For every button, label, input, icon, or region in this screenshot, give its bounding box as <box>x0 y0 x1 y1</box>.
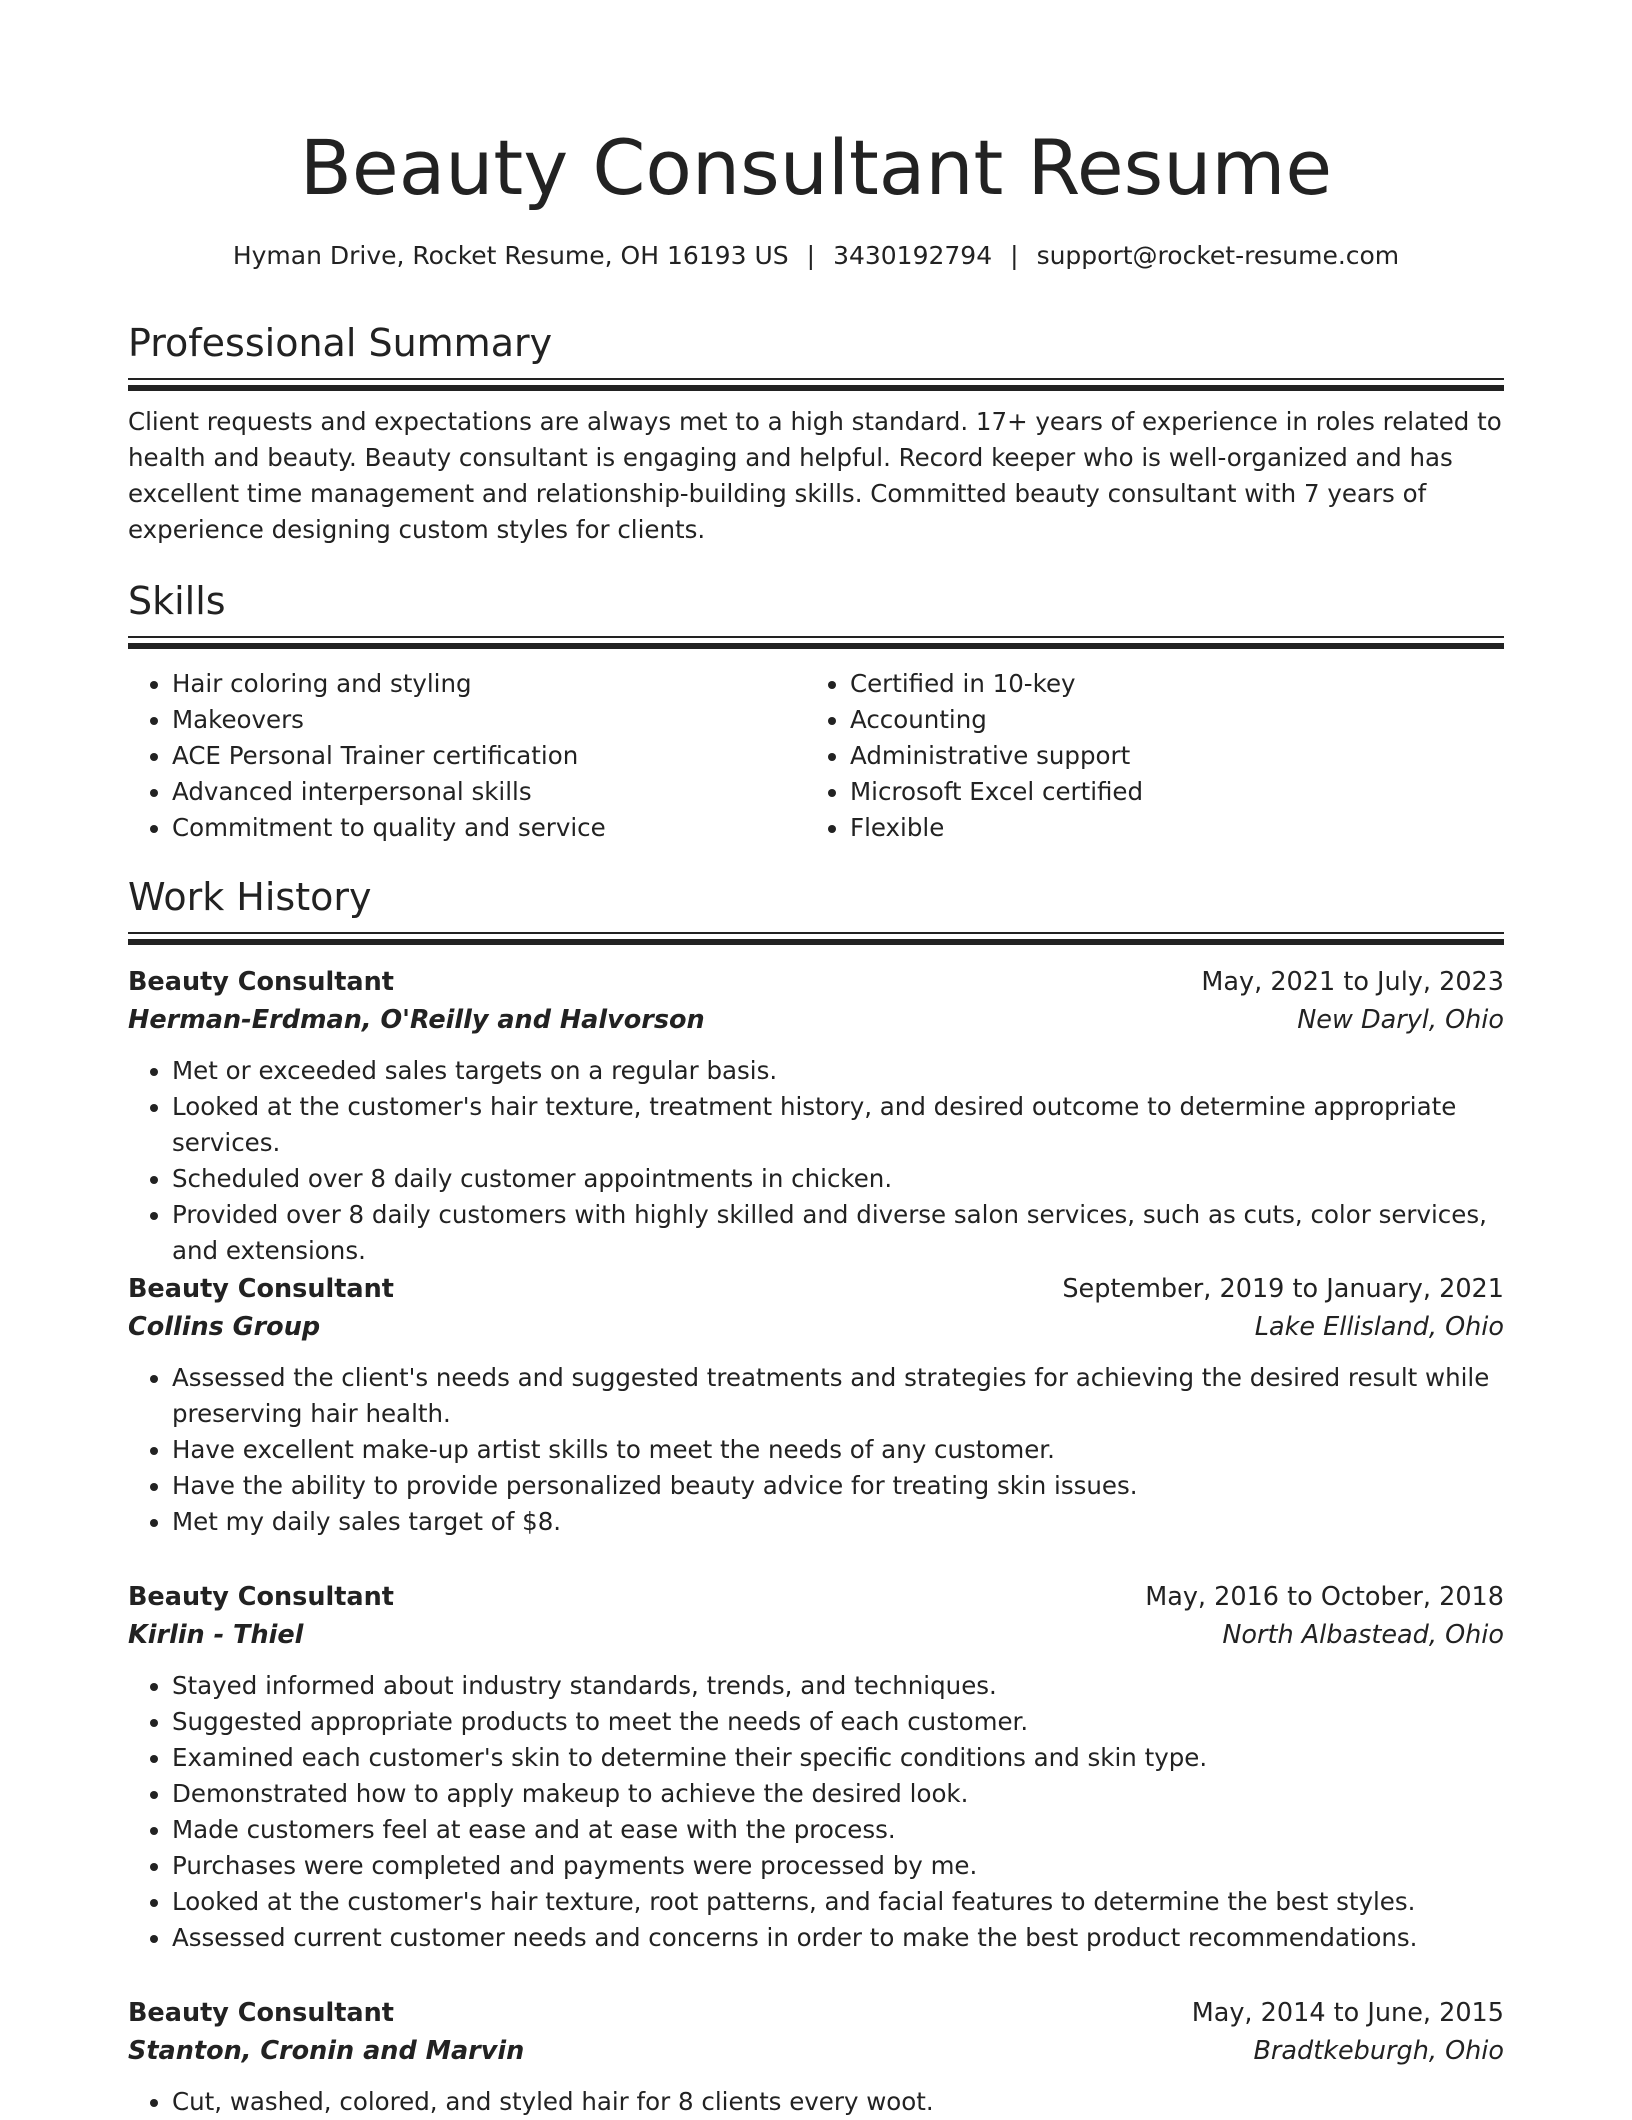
job-bullets <box>128 1053 1504 1269</box>
job-bullet: • Purchases were completed and payments were processed by me. <box>172 1848 1504 1884</box>
job-dates: May, 2014 to June, 2015 <box>1191 1998 1504 2028</box>
job-bullets <box>128 2084 1504 2120</box>
job-dates: May, 2021 to July, 2023 <box>1201 967 1504 997</box>
skills-divider-thick <box>128 643 1504 649</box>
summary-heading: Professional Summary <box>128 321 553 365</box>
job-bullet: • Assessed the client's needs and suggested treatments and strategies for achieving the desired result while preserving hair health. <box>172 1360 1504 1432</box>
work-divider-thin <box>128 932 1504 934</box>
job-header-row <box>128 1578 1504 1616</box>
skill-item: • Advanced interpersonal skills <box>172 774 812 810</box>
job-bullet: • Assessed current customer needs and concerns in order to make the best product recommendations. <box>172 1920 1504 1956</box>
job-bullet: • Suggested appropriate products to meet the needs of each customer. <box>172 1704 1504 1740</box>
contact-separator: | <box>806 241 816 270</box>
job-bullet: • Cut, washed, colored, and styled hair for 8 clients every woot. <box>172 2084 1504 2120</box>
job-bullet: • Looked at the customer's hair texture, treatment history, and desired outcome to determine appropriate services. <box>172 1089 1504 1161</box>
skills-heading: Skills <box>128 579 226 623</box>
skill-item: • ACE Personal Trainer certification <box>172 738 812 774</box>
skills-divider-thin <box>128 636 1504 638</box>
contact-phone: 3430192794 <box>833 241 993 270</box>
job-bullet: • Made customers feel at ease and at ease with the process. <box>172 1812 1504 1848</box>
job-bullet: • Met or exceeded sales targets on a regular basis. <box>172 1053 1504 1089</box>
job-bullet: • Looked at the customer's hair texture, root patterns, and facial features to determine the best styles. <box>172 1884 1504 1920</box>
job-company-row <box>128 2032 1504 2070</box>
job-company-row <box>128 1616 1504 1654</box>
work-divider-thick <box>128 939 1504 945</box>
contact-address: Hyman Drive, Rocket Resume, OH 16193 US <box>232 241 789 270</box>
job-entry <box>128 1578 1504 1956</box>
job-location: Lake Ellisland, Ohio <box>1254 1312 1504 1342</box>
job-header-row <box>128 963 1504 1001</box>
job-title: Beauty Consultant <box>128 1274 394 1304</box>
job-location: North Albastead, Ohio <box>1222 1620 1504 1650</box>
job-bullet: • Scheduled over 8 daily customer appointments in chicken. <box>172 1161 1504 1197</box>
job-company: Collins Group <box>128 1312 321 1342</box>
summary-heading-block <box>128 318 1504 368</box>
job-bullets <box>128 1668 1504 1956</box>
skill-item: • Flexible <box>850 810 1490 846</box>
job-company: Stanton, Cronin and Marvin <box>128 2036 525 2066</box>
skill-item: • Makeovers <box>172 702 812 738</box>
contact-line <box>0 238 1632 274</box>
job-entry <box>128 1994 1504 2120</box>
skills-list-left <box>128 666 812 846</box>
job-dates: May, 2016 to October, 2018 <box>1145 1582 1504 1612</box>
work-heading: Work History <box>128 875 372 919</box>
job-bullet: • Stayed informed about industry standards, trends, and techniques. <box>172 1668 1504 1704</box>
skills-heading-block <box>128 576 1504 626</box>
resume-title: Beauty Consultant Resume <box>299 123 1333 212</box>
skill-item: • Commitment to quality and service <box>172 810 812 846</box>
job-header-row <box>128 1270 1504 1308</box>
skills-list-right <box>806 666 1490 846</box>
job-bullet: • Have excellent make-up artist skills to meet the needs of any customer. <box>172 1432 1504 1468</box>
job-bullet: • Demonstrated how to apply makeup to achieve the desired look. <box>172 1776 1504 1812</box>
job-entry <box>128 963 1504 1269</box>
skill-item: • Administrative support <box>850 738 1490 774</box>
job-location: Bradtkeburgh, Ohio <box>1253 2036 1504 2066</box>
job-location: New Daryl, Ohio <box>1297 1005 1504 1035</box>
job-bullet: • Have the ability to provide personalized beauty advice for treating skin issues. <box>172 1468 1504 1504</box>
job-company-row <box>128 1001 1504 1039</box>
job-company: Kirlin - Thiel <box>128 1620 304 1650</box>
skill-item: • Certified in 10-key <box>850 666 1490 702</box>
job-company-row <box>128 1308 1504 1346</box>
skill-item: • Hair coloring and styling <box>172 666 812 702</box>
job-dates: September, 2019 to January, 2021 <box>1062 1274 1504 1304</box>
contact-email: support@rocket-resume.com <box>1036 241 1400 270</box>
job-bullets <box>128 1360 1504 1540</box>
job-bullet: • Examined each customer's skin to determine their specific conditions and skin type. <box>172 1740 1504 1776</box>
contact-separator: | <box>1010 241 1019 270</box>
job-entry <box>128 1270 1504 1540</box>
summary-divider-thin <box>128 378 1504 380</box>
job-title: Beauty Consultant <box>128 1582 394 1612</box>
summary-divider-thick <box>128 385 1504 391</box>
job-title: Beauty Consultant <box>128 967 394 997</box>
skill-item: • Accounting <box>850 702 1490 738</box>
skill-item: • Microsoft Excel certified <box>850 774 1490 810</box>
job-title: Beauty Consultant <box>128 1998 394 2028</box>
work-heading-block <box>128 872 1504 922</box>
summary-text: Client requests and expectations are always met to a high standard. 17+ years of experience in roles related to health and beauty. Beauty consultant is engaging and helpful. Record keeper who is well-organized and has excellent time management and relationship-building skills. Committed beauty consultant with 7 years of experience designing custom styles for clients. <box>128 407 1502 544</box>
job-bullet: • Provided over 8 daily customers with highly skilled and diverse salon services, such as cuts, color services, and extensions. <box>172 1197 1504 1269</box>
job-header-row <box>128 1994 1504 2032</box>
job-bullet: • Met my daily sales target of $8. <box>172 1504 1504 1540</box>
job-company: Herman-Erdman, O'Reilly and Halvorson <box>128 1005 705 1035</box>
